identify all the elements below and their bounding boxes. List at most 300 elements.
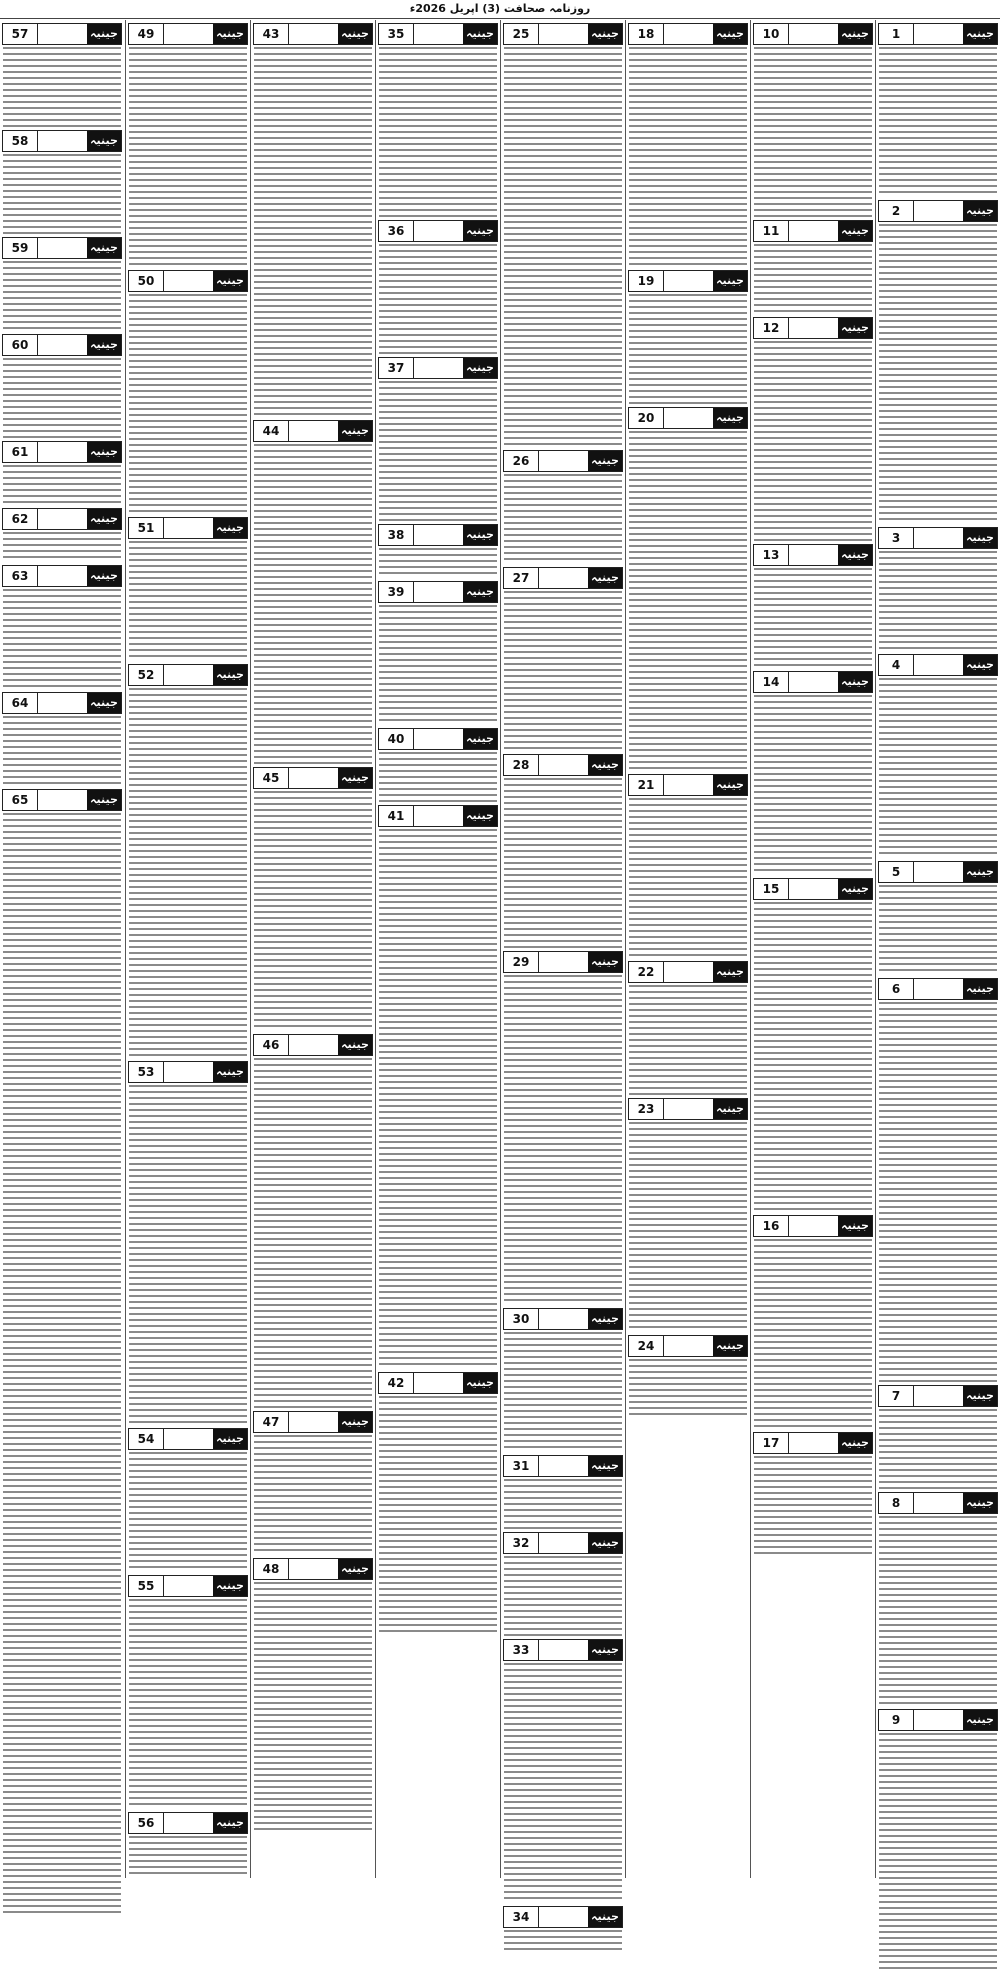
item-number: 45 [254,768,289,788]
item-body-text [379,381,497,521]
item-number: 41 [379,806,414,826]
item-header [128,517,248,539]
masthead: روزنامہ صحافت (3) اپریل 2026ء [0,0,1000,19]
column-2 [750,20,875,1878]
item-tag: جینیہ [463,221,497,241]
header-blank [539,568,588,588]
item-number: 57 [3,24,38,44]
item-body-text [129,1836,247,1876]
classified-item [376,581,500,725]
item-number: 63 [3,566,38,586]
text-lines [129,47,247,267]
text-lines [879,47,997,197]
item-number: 62 [3,509,38,529]
classified-item [876,23,1000,197]
item-body-text [379,605,497,725]
text-lines [254,1435,372,1555]
item-number: 4 [879,655,914,675]
item-header [503,1308,623,1330]
item-number: 27 [504,568,539,588]
item-header [753,220,873,242]
classified-item [0,789,124,1913]
item-header [503,450,623,472]
classified-item [501,1639,625,1903]
classified-item [0,692,124,786]
classified-item [376,357,500,521]
text-lines [504,474,622,564]
item-tag: جینیہ [963,1710,997,1730]
header-blank [789,24,838,44]
classified-item [751,671,875,875]
item-body-text [129,1599,247,1809]
item-header [2,23,122,45]
classified-item [0,23,124,127]
item-number: 43 [254,24,289,44]
item-header [253,1558,373,1580]
header-blank [38,790,87,810]
classified-item [876,861,1000,975]
header-blank [914,979,963,999]
item-tag: جینیہ [963,1386,997,1406]
item-header [253,767,373,789]
item-body-text [879,224,997,524]
item-body-text [504,1479,622,1529]
header-blank [539,1907,588,1927]
item-number: 46 [254,1035,289,1055]
text-lines [254,1058,372,1408]
item-tag: جینیہ [963,1493,997,1513]
item-number: 65 [3,790,38,810]
text-lines [504,1479,622,1529]
header-blank [914,862,963,882]
item-body-text [3,154,121,234]
item-header [878,527,998,549]
text-lines [504,1663,622,1903]
text-lines [629,1122,747,1332]
text-lines [754,1239,872,1429]
item-tag: جینیہ [87,693,121,713]
column-7 [125,20,250,1878]
item-number: 11 [754,221,789,241]
header-blank [789,1216,838,1236]
header-blank [539,451,588,471]
item-number: 60 [3,335,38,355]
item-tag: جینیہ [838,879,872,899]
header-blank [38,335,87,355]
item-number: 32 [504,1533,539,1553]
item-header [503,951,623,973]
item-number: 21 [629,775,664,795]
item-number: 7 [879,1386,914,1406]
text-lines [879,1002,997,1382]
item-tag: جینیہ [87,509,121,529]
item-header [753,1215,873,1237]
item-tag: جینیہ [588,1533,622,1553]
item-tag: جینیہ [463,582,497,602]
item-header [503,754,623,776]
item-body-text [629,47,747,267]
item-body-text [629,798,747,958]
item-header [503,1906,623,1928]
item-tag: جینیہ [463,525,497,545]
header-blank [164,1062,213,1082]
item-body-text [129,1085,247,1425]
classified-item [501,450,625,564]
item-header [878,1709,998,1731]
header-blank [289,1559,338,1579]
item-tag: جینیہ [213,518,247,538]
item-number: 6 [879,979,914,999]
header-blank [38,693,87,713]
header-blank [38,442,87,462]
text-lines [629,294,747,404]
header-blank [789,1433,838,1453]
item-body-text [754,1456,872,1556]
item-body-text [379,1396,497,1636]
text-lines [379,752,497,802]
item-header [128,1812,248,1834]
item-tag: جینیہ [87,790,121,810]
text-lines [379,244,497,354]
classified-item [876,654,1000,858]
item-header [2,130,122,152]
item-number: 33 [504,1640,539,1660]
item-body-text [254,1435,372,1555]
item-number: 20 [629,408,664,428]
item-body-text [754,695,872,875]
header-blank [664,1099,713,1119]
item-tag: جینیہ [213,1429,247,1449]
item-number: 30 [504,1309,539,1329]
text-lines [504,47,622,447]
header-blank [414,221,463,241]
item-tag: جینیہ [588,755,622,775]
classified-item [501,754,625,948]
classified-item [751,1215,875,1429]
item-number: 22 [629,962,664,982]
classified-item [376,728,500,802]
column-3 [625,20,750,1878]
item-header [628,270,748,292]
text-lines [754,902,872,1212]
classified-item [501,1906,625,1950]
header-blank [664,962,713,982]
item-header [128,1575,248,1597]
classified-item [0,334,124,438]
item-header [878,1492,998,1514]
text-lines [504,1930,622,1950]
item-header [628,407,748,429]
item-header [253,1034,373,1056]
classified-item [876,1385,1000,1489]
header-blank [789,545,838,565]
item-number: 39 [379,582,414,602]
text-lines [129,541,247,661]
item-number: 38 [379,525,414,545]
item-number: 59 [3,238,38,258]
header-blank [914,24,963,44]
classified-item [251,1411,375,1555]
item-header [753,544,873,566]
item-body-text [629,985,747,1095]
column-4 [500,20,625,1924]
item-tag: جینیہ [213,665,247,685]
item-tag: جینیہ [213,1576,247,1596]
header-blank [414,729,463,749]
header-blank [914,655,963,675]
classified-item [251,1558,375,1832]
header-blank [38,24,87,44]
item-body-text [629,1122,747,1332]
item-body-text [129,541,247,661]
classified-item [501,1308,625,1452]
item-header [2,692,122,714]
item-tag: جینیہ [463,729,497,749]
item-body-text [3,465,121,505]
header-blank [664,24,713,44]
header-blank [539,755,588,775]
text-lines [254,47,372,417]
text-lines [3,465,121,505]
classified-item [876,1709,1000,1973]
classified-item [0,130,124,234]
text-lines [3,532,121,562]
item-number: 49 [129,24,164,44]
item-body-text [504,47,622,447]
item-tag: جینیہ [338,421,372,441]
item-number: 1 [879,24,914,44]
text-lines [504,975,622,1305]
item-header [753,1432,873,1454]
classified-item [126,1428,250,1572]
item-header [2,565,122,587]
item-number: 8 [879,1493,914,1513]
item-header [128,1061,248,1083]
item-number: 34 [504,1907,539,1927]
item-tag: جینیہ [463,1373,497,1393]
classified-item [626,961,750,1095]
header-blank [914,1493,963,1513]
item-number: 52 [129,665,164,685]
item-tag: جینیہ [588,1309,622,1329]
header-blank [914,528,963,548]
item-number: 26 [504,451,539,471]
classified-item [751,1432,875,1556]
item-header [253,1411,373,1433]
item-tag: جینیہ [838,1433,872,1453]
text-lines [379,47,497,217]
classified-item [501,567,625,751]
header-blank [414,525,463,545]
classified-item [251,1034,375,1408]
item-number: 53 [129,1062,164,1082]
item-tag: جینیہ [87,566,121,586]
header-blank [38,131,87,151]
item-tag: جینیہ [838,221,872,241]
header-blank [414,582,463,602]
item-number: 17 [754,1433,789,1453]
item-number: 5 [879,862,914,882]
text-lines [3,358,121,438]
classified-item [376,1372,500,1636]
text-lines [129,1452,247,1572]
item-body-text [879,1409,997,1489]
item-header [503,567,623,589]
item-body-text [379,47,497,217]
item-tag: جینیہ [963,979,997,999]
header-blank [164,518,213,538]
item-tag: جینیہ [713,24,747,44]
column-5 [375,20,500,1878]
item-body-text [129,1452,247,1572]
header-blank [38,566,87,586]
text-lines [879,1516,997,1706]
item-tag: جینیہ [713,1099,747,1119]
header-blank [38,238,87,258]
item-header [128,1428,248,1450]
item-header [753,23,873,45]
item-number: 14 [754,672,789,692]
item-body-text [379,752,497,802]
item-body-text [879,47,997,197]
item-tag: جینیہ [963,24,997,44]
classified-item [751,220,875,314]
item-number: 15 [754,879,789,899]
item-tag: جینیہ [838,318,872,338]
item-tag: جینیہ [713,271,747,291]
text-lines [129,1599,247,1809]
header-blank [164,24,213,44]
header-blank [539,1309,588,1329]
item-body-text [504,1930,622,1950]
text-lines [504,1332,622,1452]
text-lines [254,791,372,1031]
header-blank [289,421,338,441]
classified-item [626,1335,750,1419]
item-tag: جینیہ [838,24,872,44]
item-number: 25 [504,24,539,44]
text-lines [879,885,997,975]
text-lines [879,1733,997,1973]
column-1 [875,20,1000,1878]
classified-item [376,805,500,1369]
column-8 [0,20,124,1878]
item-body-text [254,1582,372,1832]
header-blank [164,1813,213,1833]
item-body-text [129,294,247,514]
text-lines [629,47,747,267]
item-number: 3 [879,528,914,548]
item-header [753,671,873,693]
item-number: 13 [754,545,789,565]
header-blank [414,1373,463,1393]
text-lines [129,294,247,514]
text-lines [754,47,872,217]
item-tag: جینیہ [713,962,747,982]
classified-item [501,951,625,1305]
item-header [878,200,998,222]
item-body-text [754,568,872,668]
item-number: 56 [129,1813,164,1833]
item-body-text [754,244,872,314]
item-tag: جینیہ [213,1062,247,1082]
item-tag: جینیہ [588,24,622,44]
text-lines [504,591,622,751]
classified-item [126,1575,250,1809]
item-number: 19 [629,271,664,291]
header-blank [914,201,963,221]
item-body-text [3,358,121,438]
item-number: 12 [754,318,789,338]
item-number: 23 [629,1099,664,1119]
header-blank [664,271,713,291]
item-tag: جینیہ [87,442,121,462]
text-lines [754,695,872,875]
item-number: 40 [379,729,414,749]
item-body-text [879,678,997,858]
item-tag: جینیہ [588,451,622,471]
classified-item [626,774,750,958]
item-body-text [3,261,121,331]
item-number: 24 [629,1336,664,1356]
classified-item [0,441,124,505]
header-blank [539,24,588,44]
header-blank [414,806,463,826]
item-body-text [504,975,622,1305]
item-body-text [754,902,872,1212]
item-body-text [379,548,497,578]
item-header [2,789,122,811]
classified-item [751,23,875,217]
item-body-text [129,47,247,267]
item-header [128,23,248,45]
text-lines [3,154,121,234]
item-header [2,237,122,259]
text-lines [879,678,997,858]
item-body-text [3,589,121,689]
item-number: 18 [629,24,664,44]
item-number: 47 [254,1412,289,1432]
text-lines [879,551,997,651]
item-body-text [754,1239,872,1429]
item-body-text [3,716,121,786]
item-body-text [629,294,747,404]
item-tag: جینیہ [463,806,497,826]
header-blank [164,665,213,685]
classified-item [0,508,124,562]
item-header [878,23,998,45]
text-lines [879,224,997,524]
header-blank [789,221,838,241]
text-lines [3,716,121,786]
item-body-text [3,47,121,127]
item-header [2,508,122,530]
header-blank [539,952,588,972]
classified-item [0,565,124,689]
item-body-text [754,341,872,541]
item-tag: جینیہ [87,335,121,355]
text-lines [129,688,247,1058]
item-tag: جینیہ [213,1813,247,1833]
item-header [378,23,498,45]
item-tag: جینیہ [713,775,747,795]
header-blank [664,1336,713,1356]
text-lines [379,548,497,578]
item-header [128,270,248,292]
item-tag: جینیہ [87,24,121,44]
item-number: 37 [379,358,414,378]
item-body-text [879,551,997,651]
